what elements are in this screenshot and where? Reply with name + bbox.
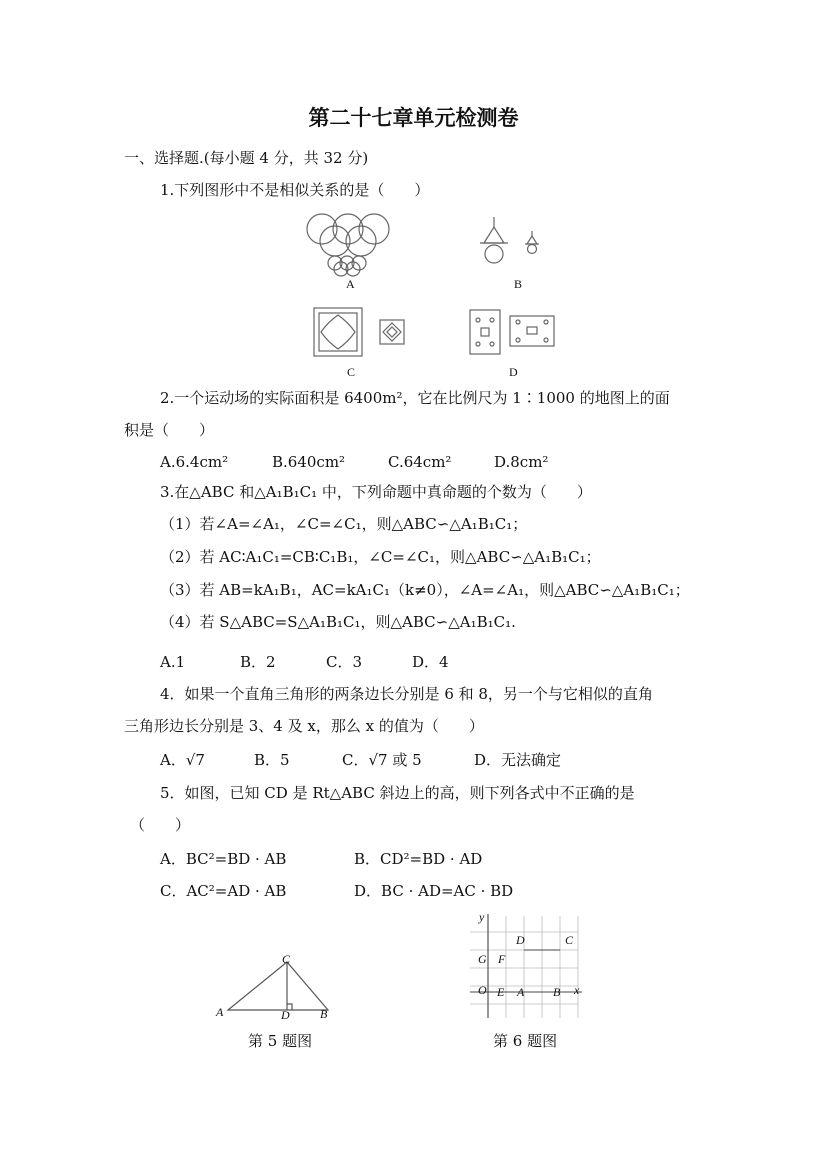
q3-option-c: C．3 xyxy=(326,653,363,671)
fig5-point-c: C xyxy=(282,952,291,966)
q1-figure-d xyxy=(468,308,558,358)
q5-option-b: B．CD²=BD · AD xyxy=(354,850,483,868)
q1-label-c: C xyxy=(347,365,356,379)
q5-line2: （ ） xyxy=(130,816,191,834)
q1-stem: 1.下列图形中不是相似关系的是（ ） xyxy=(160,181,430,199)
q4-option-c: C．√7 或 5 xyxy=(342,751,422,769)
q2-line2: 积是（ ） xyxy=(124,421,215,439)
q5-option-c: C．AC²=AD · AB xyxy=(160,882,287,900)
q4-option-a: A．√7 xyxy=(160,751,205,769)
q3-choice-4: （4）若 S△ABC=S△A₁B₁C₁，则△ABC∽△A₁B₁C₁. xyxy=(160,613,516,631)
q1-label-d: D xyxy=(509,365,518,379)
q2-option-a: A.6.4cm² xyxy=(160,453,229,471)
q3-choice-1: （1）若∠A=∠A₁，∠C=∠C₁，则△ABC∽△A₁B₁C₁； xyxy=(160,515,528,533)
fig6-axis-y: y xyxy=(479,910,485,924)
fig6-point-e: E xyxy=(497,985,505,999)
q2-option-c: C.64cm² xyxy=(388,453,452,471)
q1-figure-c xyxy=(312,306,412,358)
fig6-axis-x: x xyxy=(574,983,580,997)
q3-option-a: A.1 xyxy=(160,653,186,671)
fig5-point-a: A xyxy=(216,1005,224,1019)
fig6-grid xyxy=(460,910,590,1025)
q2-option-d: D.8cm² xyxy=(494,453,549,471)
fig6-origin-o: O xyxy=(478,983,487,997)
fig6-point-g: G xyxy=(478,952,487,966)
q1-label-a: A xyxy=(346,277,355,291)
q1-label-b: B xyxy=(514,277,523,291)
q4-line1: 4．如果一个直角三角形的两条边长分别是 6 和 8，另一个与它相似的直角 xyxy=(160,685,653,703)
fig6-point-b: B xyxy=(553,985,561,999)
q3-stem: 3.在△ABC 和△A₁B₁C₁ 中，下列命题中真命题的个数为（ ） xyxy=(160,483,592,501)
fig5-point-b: B xyxy=(320,1007,328,1021)
q5-option-d: D．BC · AD=AC · BD xyxy=(354,882,514,900)
page-title: 第二十七章单元检测卷 xyxy=(308,105,519,130)
q5-option-a: A．BC²=BD · AB xyxy=(160,850,287,868)
q3-option-b: B．2 xyxy=(240,653,276,671)
q3-choice-3: （3）若 AB=kA₁B₁，AC=kA₁C₁（k≠0），∠A=∠A₁，则△ABC∽△A₁B₁C₁； xyxy=(160,581,690,599)
fig6-point-f: F xyxy=(498,952,506,966)
q4-option-b: B．5 xyxy=(254,751,290,769)
q2-line1: 2.一个运动场的实际面积是 6400m²，它在比例尺为 1∶1000 的地图上的面 xyxy=(160,389,670,407)
q4-option-d: D．无法确定 xyxy=(474,751,562,769)
fig6-point-c: C xyxy=(565,933,574,947)
fig6-caption: 第 6 题图 xyxy=(493,1032,558,1050)
fig6-point-a: A xyxy=(517,985,525,999)
q3-option-d: D．4 xyxy=(412,653,449,671)
q4-line2: 三角形边长分别是 3、4 及 x，那么 x 的值为（ ） xyxy=(124,717,484,735)
section-heading: 一、选择题.(每小题 4 分，共 32 分) xyxy=(124,149,369,167)
q5-line1: 5．如图，已知 CD 是 Rt△ABC 斜边上的高，则下列各式中不正确的是 xyxy=(160,784,635,802)
q3-choice-2: （2）若 AC∶A₁C₁=CB∶C₁B₁，∠C=∠C₁，则△ABC∽△A₁B₁C₁； xyxy=(160,548,601,566)
fig5-point-d: D xyxy=(281,1008,290,1022)
q1-figure-a xyxy=(300,205,410,280)
fig6-point-d: D xyxy=(516,933,525,947)
q1-figure-b xyxy=(470,215,550,270)
q2-option-b: B.640cm² xyxy=(272,453,346,471)
fig5-caption: 第 5 题图 xyxy=(248,1032,313,1050)
